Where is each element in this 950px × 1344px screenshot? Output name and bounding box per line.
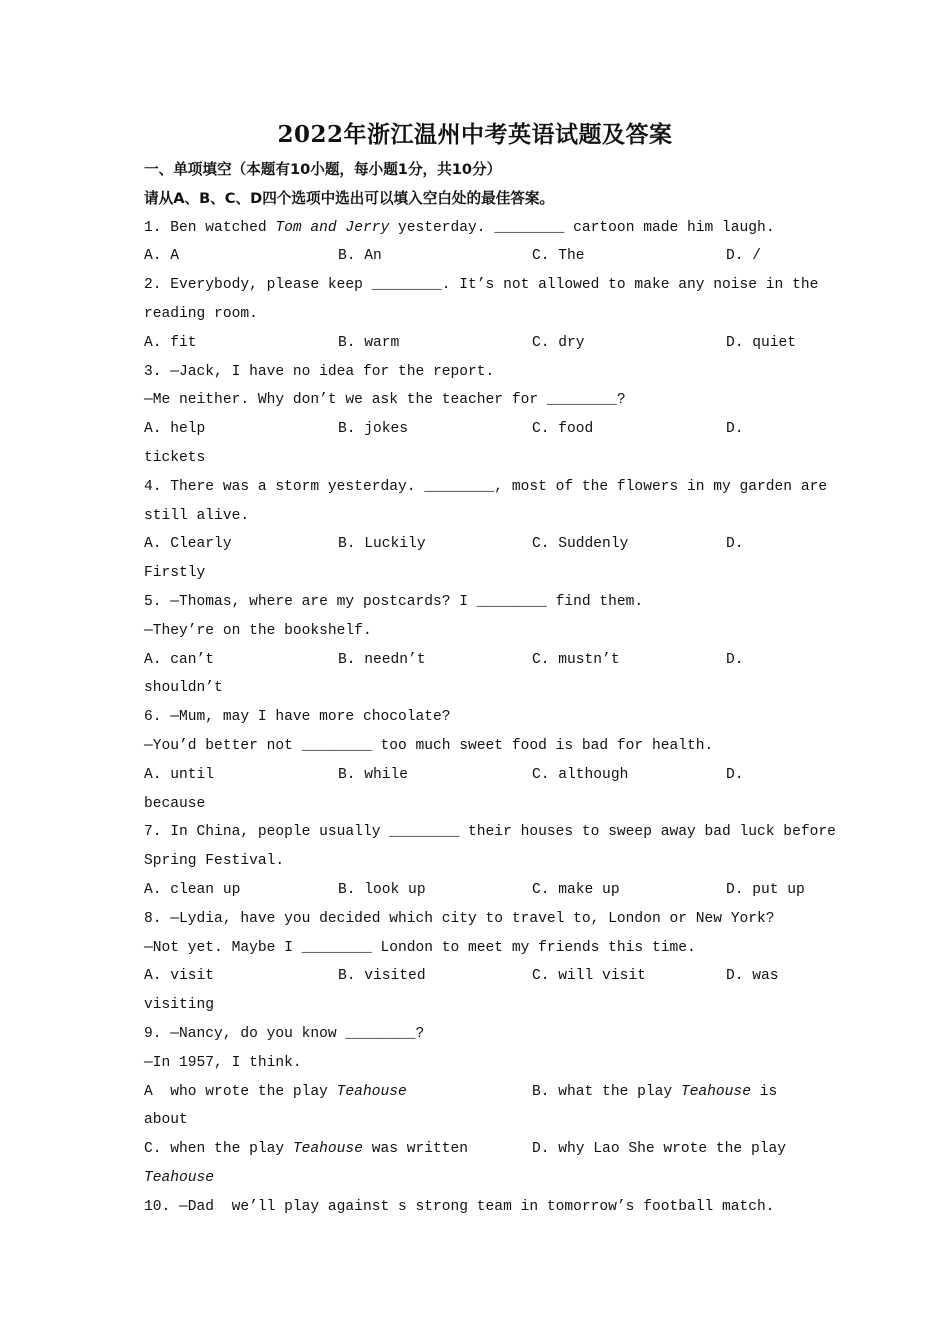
- question-2-cont: reading room.: [144, 305, 258, 322]
- option-c: C. The: [532, 248, 585, 265]
- option-b: B. look up: [338, 881, 426, 898]
- question-8: 8. —Lydia, have you decided which city to travel to, London or New York?: [144, 910, 775, 927]
- question-9-options-cd: [144, 1135, 810, 1164]
- question-4-options: [144, 530, 810, 559]
- question-4-cont: still alive.: [144, 507, 250, 524]
- option-b: B. needn’t: [338, 651, 426, 668]
- option-d-wrap: visiting: [144, 997, 215, 1014]
- question-7: 7. In China, people usually ________ their houses to sweep away bad luck before: [144, 824, 836, 841]
- option-c: C. dry: [532, 334, 585, 351]
- question-6-reply: —You’d better not ________ too much sweet food is bad for health.: [144, 737, 714, 754]
- option-d: D.: [726, 766, 744, 783]
- option-a: A. visit: [144, 968, 215, 985]
- question-4: 4. There was a storm yesterday. ________, most of the flowers in my garden are: [144, 478, 828, 495]
- question-3-options: [144, 415, 810, 444]
- option-b-wrap: about: [144, 1112, 188, 1129]
- question-5-options: [144, 646, 810, 675]
- question-9: 9. —Nancy, do you know ________?: [144, 1025, 425, 1042]
- option-a: A. clean up: [144, 881, 241, 898]
- option-c: C. when the play Teahouse was written: [144, 1141, 469, 1158]
- question-2-options: [144, 329, 810, 358]
- option-a: A. until: [144, 766, 215, 783]
- page-title: 2022年浙江温州中考英语试题及答案: [277, 121, 673, 148]
- option-d: D.: [726, 651, 744, 668]
- section-heading: 一、单项填空（本题有10小题，每小题1分，共10分）: [144, 161, 502, 178]
- section-instruction: 请从A、B、C、D四个选项中选出可以填入空白处的最佳答案。: [144, 189, 555, 207]
- option-d-wrap: tickets: [144, 449, 206, 466]
- option-d: D.: [726, 536, 744, 553]
- question-9-options-ab: [144, 1078, 810, 1107]
- option-b: B. Luckily: [338, 536, 426, 553]
- question-3: 3. —Jack, I have no idea for the report.: [144, 363, 495, 380]
- question-6-options: [144, 761, 810, 790]
- option-a: A. fit: [144, 334, 197, 351]
- question-10: 10. —Dad we’ll play against s strong team in tomorrow’s football match.: [144, 1198, 775, 1215]
- option-b: B. while: [338, 766, 409, 783]
- option-d: D. was: [726, 968, 779, 985]
- question-7-cont: Spring Festival.: [144, 853, 285, 870]
- question-2: 2. Everybody, please keep ________. It’s not allowed to make any noise in the: [144, 277, 819, 294]
- option-d: D. /: [726, 248, 762, 265]
- document-body: [144, 156, 836, 1221]
- option-a: A who wrote the play Teahouse: [144, 1083, 407, 1100]
- question-3-reply: —Me neither. Why don’t we ask the teacher for ________?: [144, 392, 626, 409]
- question-1: 1. Ben watched Tom and Jerry yesterday. ________ cartoon made him laugh.: [144, 219, 775, 236]
- question-8-options: [144, 962, 810, 991]
- question-5: 5. —Thomas, where are my postcards? I ________ find them.: [144, 593, 644, 610]
- option-a: A. A: [144, 248, 180, 265]
- option-b: B. visited: [338, 968, 426, 985]
- option-d: D. put up: [726, 881, 805, 898]
- option-c: C. although: [532, 766, 629, 783]
- option-b: B. An: [338, 248, 382, 265]
- option-b: B. what the play Teahouse is: [532, 1083, 778, 1100]
- option-a: A. Clearly: [144, 536, 232, 553]
- question-6: 6. —Mum, may I have more chocolate?: [144, 709, 451, 726]
- option-d: D. why Lao She wrote the play: [532, 1141, 786, 1158]
- question-5-reply: —They’re on the bookshelf.: [144, 622, 372, 639]
- option-c: C. food: [532, 421, 594, 438]
- option-a: A. can’t: [144, 651, 215, 668]
- question-7-options: [144, 876, 810, 905]
- option-d-wrap: Teahouse: [144, 1169, 215, 1186]
- option-c: C. will visit: [532, 968, 646, 985]
- question-1-options: [144, 242, 810, 271]
- option-b: B. warm: [338, 334, 400, 351]
- question-8-reply: —Not yet. Maybe I ________ London to meet my friends this time.: [144, 939, 696, 956]
- option-b: B. jokes: [338, 421, 409, 438]
- option-d-wrap: Firstly: [144, 565, 206, 582]
- option-c: C. mustn’t: [532, 651, 620, 668]
- option-d-wrap: because: [144, 795, 206, 812]
- option-d: D.: [726, 421, 744, 438]
- option-c: C. make up: [532, 881, 620, 898]
- option-d-wrap: shouldn’t: [144, 680, 223, 697]
- question-9-reply: —In 1957, I think.: [144, 1054, 302, 1071]
- option-c: C. Suddenly: [532, 536, 629, 553]
- option-d: D. quiet: [726, 334, 797, 351]
- option-a: A. help: [144, 421, 206, 438]
